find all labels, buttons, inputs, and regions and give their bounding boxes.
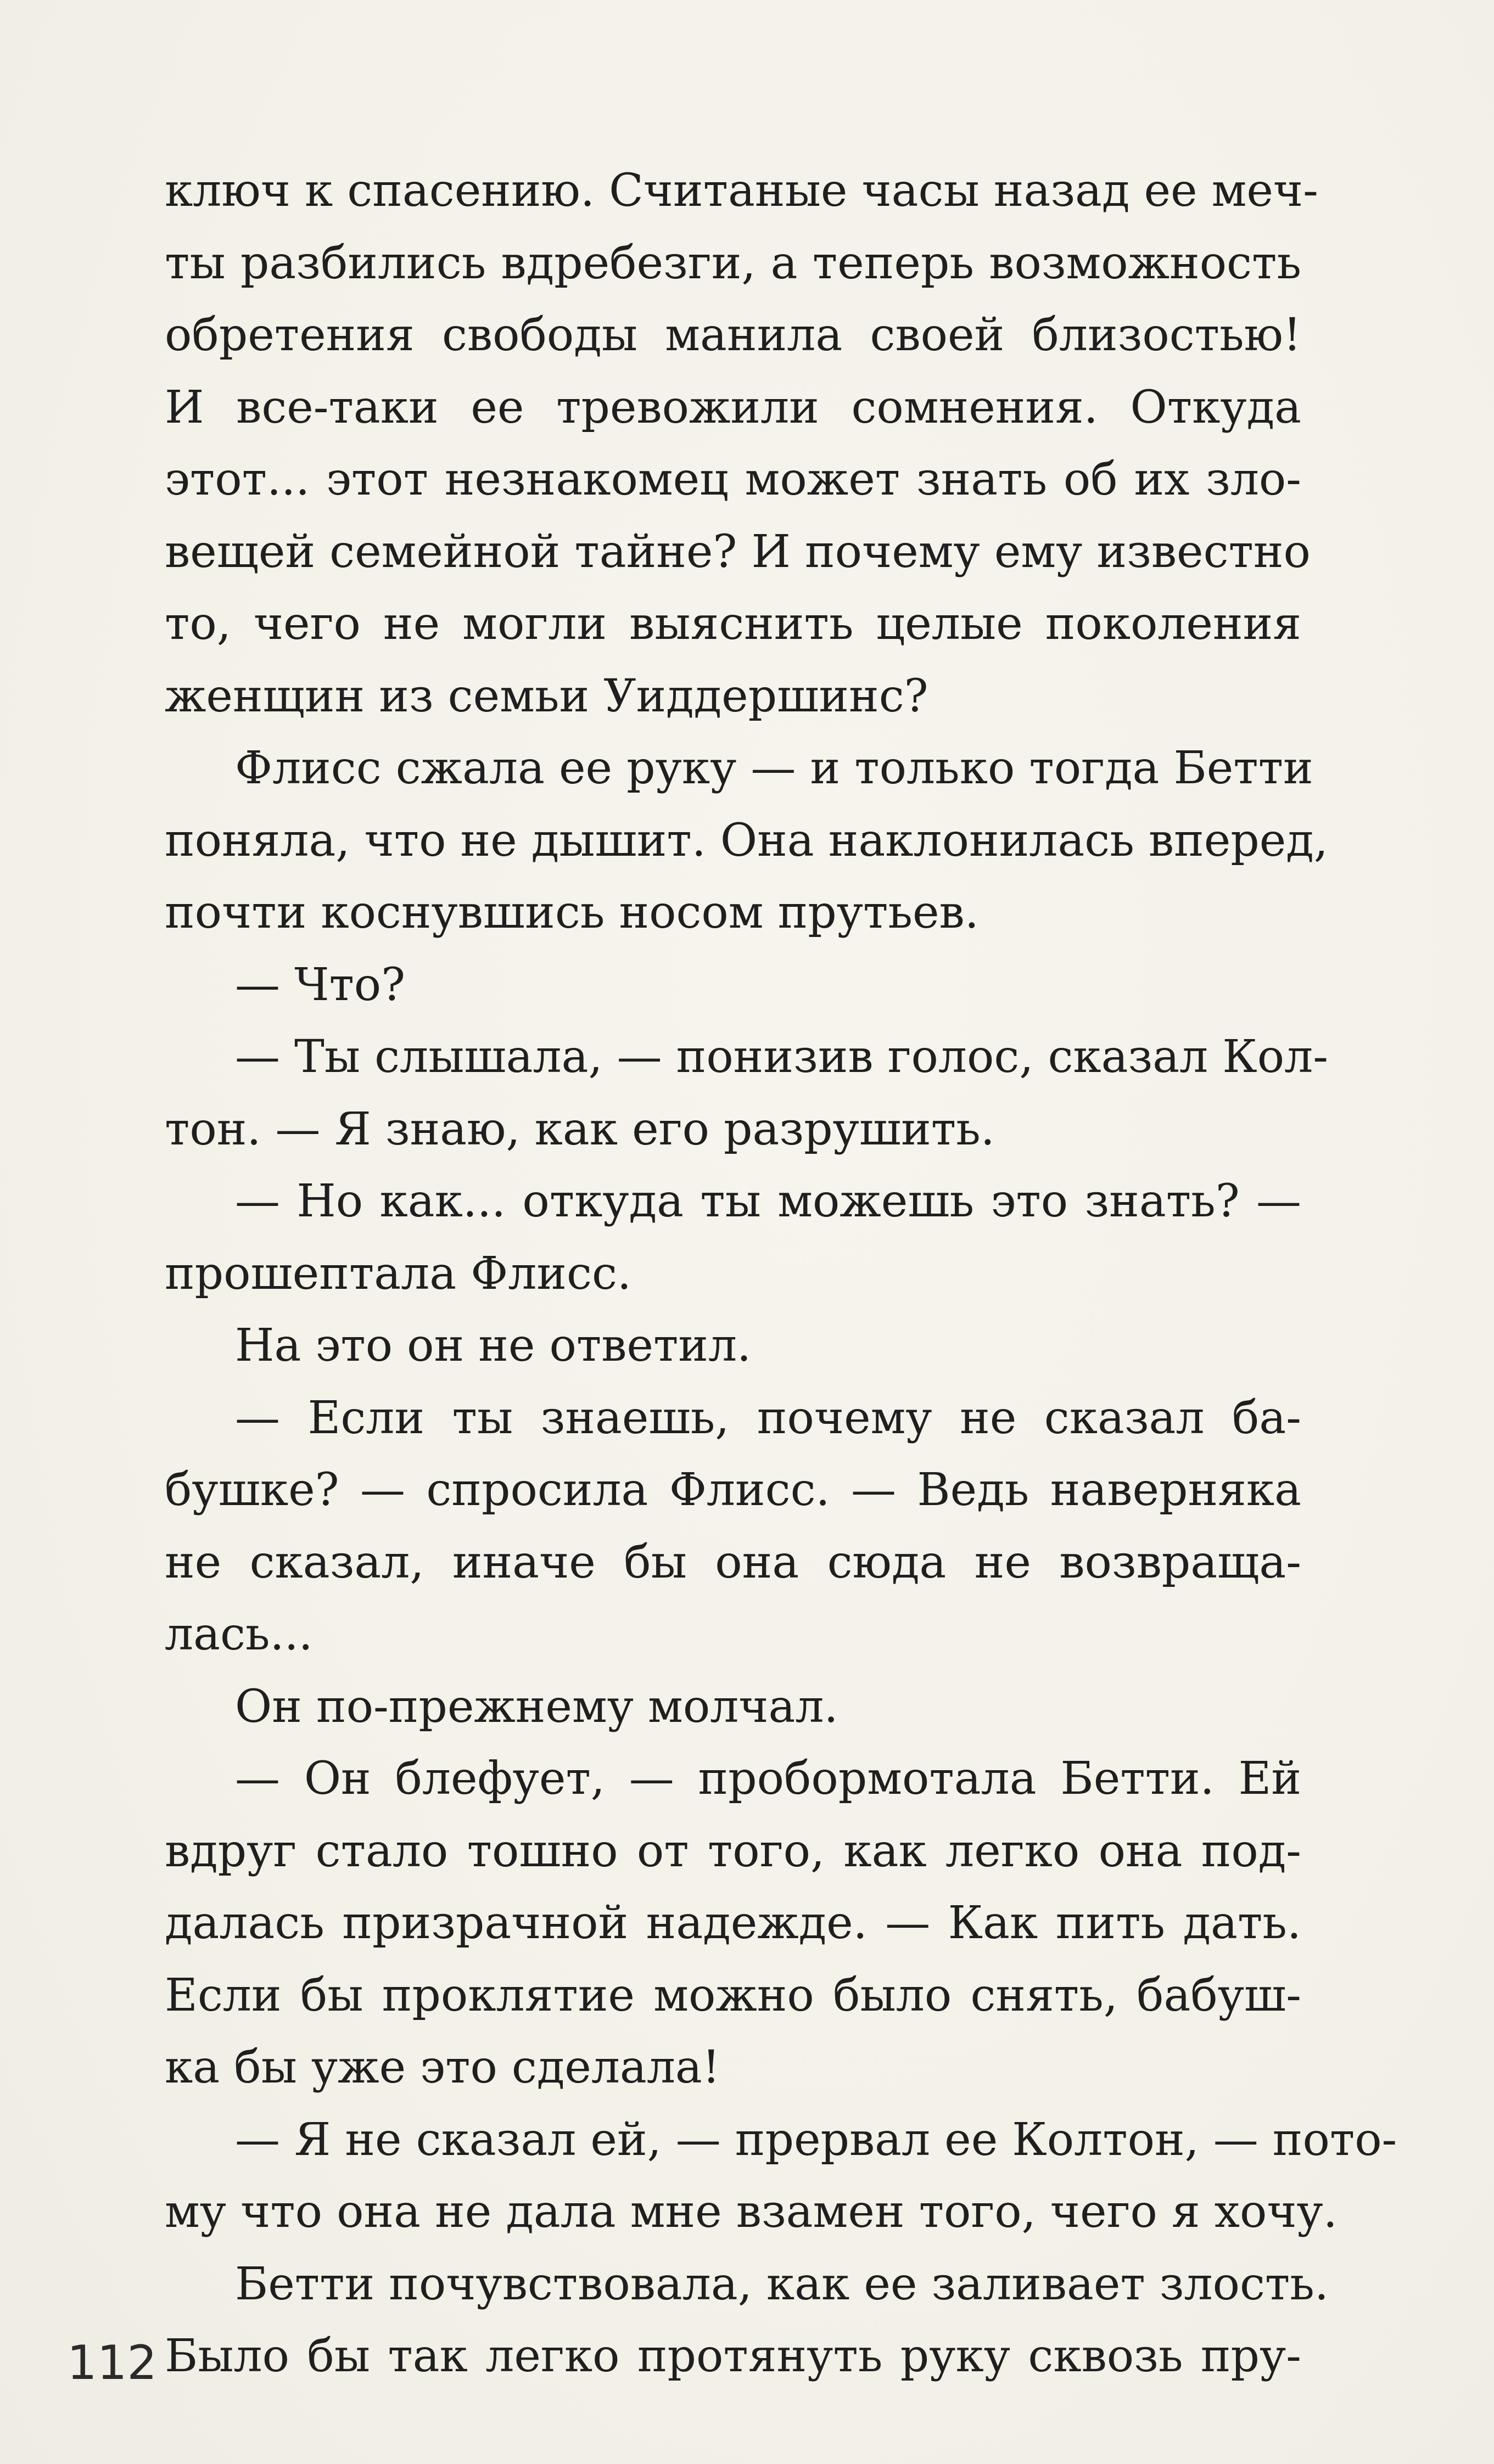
text-line: обретения свободы манила своей близостью! [165,309,1301,361]
text-line: тон. — Я знаю, как его разрушить. [165,1103,995,1155]
text-line: Было бы так легко протянуть руку сквозь пру- [165,2330,1301,2382]
text-line: Если бы проклятие можно было снять, бабуш- [165,1969,1301,2022]
text-line: бушке? — спросила Флисс. — Ведь наверняка [165,1464,1301,1516]
text-line: вещей семейной тайне? И почему ему известно [165,525,1311,578]
page-number: 112 [67,2336,158,2390]
text-line: почти коснувшись носом прутьев. [165,886,979,939]
text-line: прошептала Флисс. [165,1247,631,1300]
text-line: женщин из семьи Уиддершинс? [165,670,928,722]
text-line: — Он блефует, — пробормотала Бетти. Ей [235,1753,1301,1805]
text-line: — Ты слышала, — понизив голос, сказал Кол- [235,1031,1328,1083]
text-line: — Что? [235,958,406,1011]
text-line: ка бы уже это сделала! [165,2041,720,2093]
text-line: поняла, что не дышит. Она наклонилась вперед, [165,814,1328,867]
text-line: И все-таки ее тревожили сомнения. Откуда [165,381,1301,434]
text-line: ты разбились вдребезги, а теперь возможность [165,237,1301,289]
text-line: Флисс сжала ее руку — и только тогда Бетти [235,742,1313,794]
page-text [165,155,1397,2393]
text-line: Бетти почувствовала, как ее заливает злость. [235,2258,1329,2310]
text-line: вдруг стало тошно от того, как легко она под- [165,1825,1301,1877]
text-line: то, чего не могли выяснить целые поколения [165,598,1301,650]
text-line: лась... [165,1608,313,1660]
text-line: Он по-прежнему молчал. [235,1680,838,1733]
text-line: — Если ты знаешь, почему не сказал ба- [235,1391,1301,1444]
text-line: этот... этот незнакомец может знать об их зло- [165,453,1301,506]
text-line: далась призрачной надежде. — Как пить дать. [165,1897,1301,1949]
text-line: не сказал, иначе бы она сюда не возвраща- [165,1536,1301,1589]
text-line: — Я не сказал ей, — прервал ее Колтон, — пото- [235,2113,1397,2166]
text-line: — Но как... откуда ты можешь это знать? — [235,1175,1301,1227]
text-line: му что она не дала мне взамен того, чего я хочу. [165,2186,1338,2238]
text-line: ключ к спасению. Считаные часы назад ее меч- [165,165,1318,217]
text-line: На это он не ответил. [235,1320,752,1372]
